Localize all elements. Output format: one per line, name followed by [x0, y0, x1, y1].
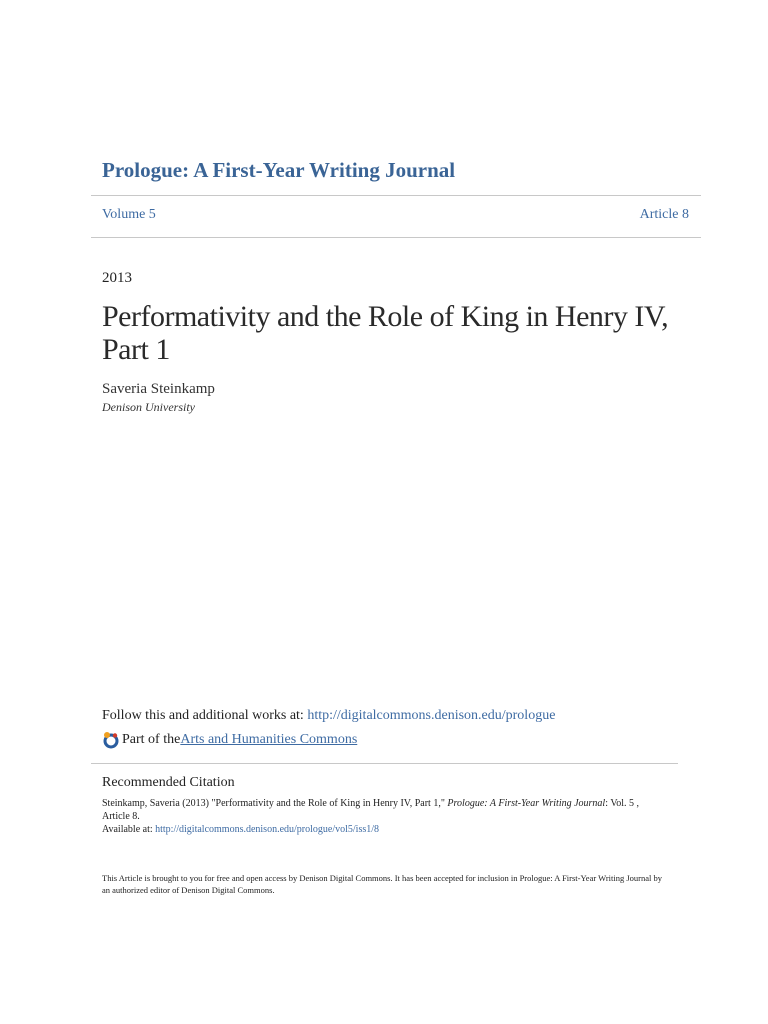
author-name[interactable]: Saveria Steinkamp — [102, 381, 215, 397]
follow-prefix: Follow this and additional works at: — [102, 708, 308, 723]
journal-title-text[interactable]: Prologue: A First-Year Writing Journal — [102, 158, 456, 182]
citation-plain: Steinkamp, Saveria (2013) "Performativity and the Role of King in Henry IV, Part 1," — [102, 798, 448, 809]
header-rule-top — [91, 195, 701, 196]
publication-year: 2013 — [102, 270, 132, 286]
network-icon — [102, 731, 120, 749]
citation-rule — [91, 763, 678, 764]
available-prefix: Available at: — [102, 824, 156, 835]
follow-url-link[interactable]: http://digitalcommons.denison.edu/prologue — [307, 708, 556, 723]
article-number-link[interactable]: Article 8 — [639, 207, 689, 222]
citation-text — [102, 797, 662, 823]
part-of-line — [102, 731, 357, 749]
article-title: Performativity and the Role of King in Henry IV, Part 1 — [102, 300, 669, 366]
citation-journal: Prologue: A First-Year Writing Journal — [447, 798, 606, 809]
available-url-link[interactable]: http://digitalcommons.denison.edu/prologue/vol5/iss1/8 — [155, 824, 380, 835]
author-affiliation: Denison University — [102, 400, 195, 414]
follow-line — [102, 708, 555, 724]
commons-link[interactable]: Arts and Humanities Commons — [180, 732, 358, 747]
volume-link[interactable]: Volume 5 — [102, 207, 156, 222]
citation-tail: : Vol. 5 , Article 8. — [102, 798, 640, 822]
part-prefix: Part of the — [122, 732, 181, 747]
citation-heading: Recommended Citation — [102, 775, 235, 790]
available-line — [102, 824, 379, 835]
footer-note: This Article is brought to you for free and open access by Denison Digital Commons. It has been accepted for inclusion in Prologue: A First-Year Writing Journal by an authorized editor of Denison Digital Commons. — [102, 873, 663, 895]
journal-title[interactable] — [102, 158, 455, 183]
header-rule-bottom — [91, 237, 701, 238]
